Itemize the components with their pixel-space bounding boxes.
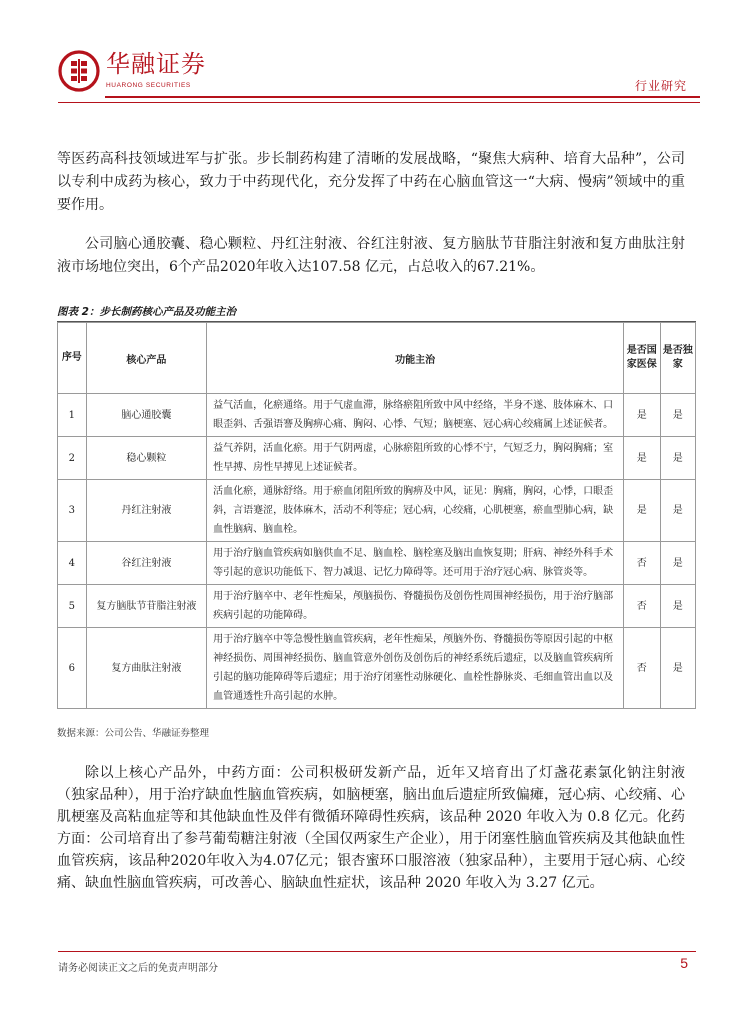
row-product: 谷红注射液 [86, 542, 206, 585]
table-row [58, 585, 696, 628]
row-product: 复方曲肽注射液 [86, 628, 206, 709]
row-no: 4 [58, 542, 87, 585]
table-title: 图表 2：步长制药核心产品及功能主治 [57, 306, 236, 318]
header-divider [105, 96, 700, 98]
row-no: 6 [58, 628, 87, 709]
row-function: 益气活血，化瘀通络。用于气虚血滞，脉络瘀阻所致中风中经络，半身不遂、肢体麻木、口眼歪斜、舌强语謇及胸痹心痛、胸闷、心悸、气短；脑梗塞、冠心病心绞痛属上述证候者。 [207, 394, 624, 437]
row-insurance: 否 [624, 628, 660, 709]
header-insurance: 是否国家医保 [624, 323, 660, 394]
table-header-row [58, 323, 696, 394]
row-product: 丹红注射液 [86, 480, 206, 542]
row-insurance: 是 [624, 480, 660, 542]
row-insurance: 是 [624, 437, 660, 480]
row-function: 用于治疗脑卒中、老年性痴呆，颅脑损伤、脊髓损伤及创伤性周围神经损伤，用于治疗脑部疾病引起的功能障碍。 [207, 585, 624, 628]
brand-name: 华融证券 [106, 50, 206, 78]
header-function: 功能主治 [207, 323, 624, 394]
page-header [0, 0, 741, 105]
row-function: 益气养阴，活血化瘀。用于气阴两虚，心脉瘀阻所致的心悸不宁，气短乏力，胸闷胸痛；室性早搏、房性早搏见上述证候者。 [207, 437, 624, 480]
row-function: 活血化瘀，通脉舒络。用于瘀血闭阻所致的胸痹及中风，证见：胸痛，胸闷，心悸，口眼歪斜，言语蹇涩，肢体麻木，活动不利等症；冠心病，心绞痛，心肌梗塞，瘀血型肺心病，缺血性脑病、脑血栓。 [207, 480, 624, 542]
table-row [58, 542, 696, 585]
header-divider-thin [58, 102, 700, 103]
row-function: 用于治疗脑卒中等急慢性脑血管疾病，老年性痴呆，颅脑外伤、脊髓损伤等原因引起的中枢神经损伤、周围神经损伤、脑血管意外创伤及创伤后的神经系统后遗症，以及脑血管疾病所引起的脑功能障碍等后遗症；用于治疗闭塞性动脉硬化、血栓性静脉炎、毛细血管出血以及血管通透性升高引起的水肿。 [207, 628, 624, 709]
row-exclusive: 是 [660, 628, 696, 709]
row-insurance: 否 [624, 585, 660, 628]
body-paragraph-1: 等医药高科技领域进军与扩张。步长制药构建了清晰的发展战略，“聚焦大病种、培育大品种”，公司以专利中成药为核心，致力于中药现代化，充分发挥了中药在心脑血管这一“大病、慢病”领域中的重要作用。 [57, 151, 685, 213]
row-insurance: 是 [624, 394, 660, 437]
row-exclusive: 是 [660, 480, 696, 542]
row-exclusive: 是 [660, 585, 696, 628]
table-row [58, 628, 696, 709]
row-exclusive: 是 [660, 394, 696, 437]
row-exclusive: 是 [660, 542, 696, 585]
row-product: 稳心颗粒 [86, 437, 206, 480]
huarong-logo-icon [58, 50, 100, 92]
header-product: 核心产品 [86, 323, 206, 394]
footer-divider [58, 951, 696, 952]
row-product: 脑心通胶囊 [86, 394, 206, 437]
row-product: 复方脑肽节苷脂注射液 [86, 585, 206, 628]
body-paragraph-2: 公司脑心通胶囊、稳心颗粒、丹红注射液、谷红注射液、复方脑肽节苷脂注射液和复方曲肽注射液市场地位突出，6个产品2020年收入达107.58 亿元，占总收入的67.21%。 [57, 236, 685, 275]
table-row [58, 437, 696, 480]
row-no: 5 [58, 585, 87, 628]
table-source-note: 数据来源：公司公告、华融证券整理 [57, 728, 210, 739]
table-row [58, 394, 696, 437]
row-no: 2 [58, 437, 87, 480]
header-exclusive: 是否独家 [660, 323, 696, 394]
table-row [58, 480, 696, 542]
row-exclusive: 是 [660, 437, 696, 480]
body-paragraph-3: 除以上核心产品外，中药方面：公司积极研发新产品，近年又培育出了灯盏花素氯化钠注射液（独家品种），用于治疗缺血性脑血管疾病，如脑梗塞，脑出血后遗症所致偏瘫，冠心病、心绞痛、心肌梗塞及高粘血症等和其他缺血性及伴有微循环障碍性疾病，该品种 2020 年收入为 0.8 亿元。化药方面：公司培育出了参芎葡萄糖注射液（全国仅两家生产企业），用于闭塞性脑血管疾病及其他缺血性血管疾病，该品种2020年收入为4.07亿元；银杏蜜环口服溶液（独家品种），主要用于冠心病、心绞痛、缺血性脑血管疾病，可改善心、脑缺血性症状，该品种 2020 年收入为 3.27 亿元。 [57, 765, 685, 891]
report-category: 行业研究 [634, 79, 687, 93]
page-number: 5 [680, 955, 688, 971]
row-function: 用于治疗脑血管疾病如脑供血不足、脑血栓、脑栓塞及脑出血恢复期；肝病、神经外科手术等引起的意识功能低下、智力减退、记忆力障碍等。还可用于治疗冠心病、脉管炎等。 [207, 542, 624, 585]
row-no: 3 [58, 480, 87, 542]
core-products-table [57, 322, 696, 709]
brand-name-english: HUARONG SECURITIES [106, 82, 191, 89]
header-no: 序号 [58, 323, 87, 394]
row-insurance: 否 [624, 542, 660, 585]
row-no: 1 [58, 394, 87, 437]
disclaimer-note: 请务必阅读正文之后的免责声明部分 [58, 963, 218, 974]
